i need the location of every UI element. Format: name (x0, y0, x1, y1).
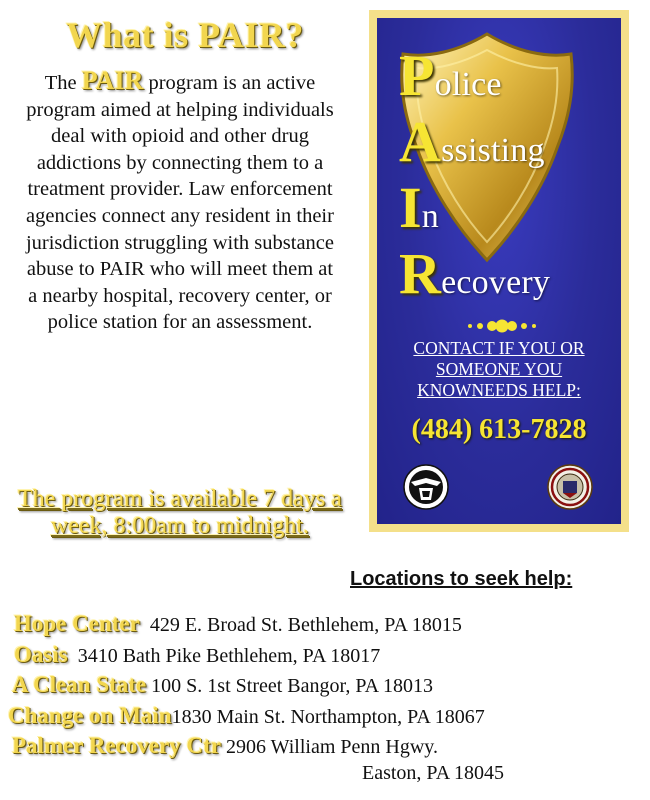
intro-body: program is an active program aimed at helping individuals deal with opioid and other drug addictions by connecting them to a treatment provider. Law enforcement agencies connect any resident in their jurisdiction struggling with substance abuse to PAIR who will meet them at a nearby hospital, recovery center, or police station for an assessment. (25, 72, 335, 334)
acronym-word: ssisting (441, 132, 545, 169)
contact-line: CONTACT IF YOU OR (413, 338, 585, 358)
location-item (14, 611, 462, 637)
location-item (8, 703, 485, 729)
location-address: 100 S. 1st Street Bangor, PA 18013 (151, 675, 433, 697)
intro-lead: The (44, 72, 82, 94)
location-item (14, 642, 380, 668)
contact-line: KNOWNEEDS HELP: (417, 380, 581, 400)
acronym-line-assisting (399, 108, 545, 175)
location-address: 2906 William Penn Hgwy. (226, 736, 438, 758)
location-address: 1830 Main St. Northampton, PA 18067 (171, 706, 485, 728)
left-seal-icon (403, 464, 449, 510)
page-title: What is PAIR? (66, 15, 304, 55)
location-name: A Clean State (12, 672, 147, 697)
location-name: Change on Main (8, 703, 172, 728)
poster-panel (377, 18, 621, 524)
dots-ornament-icon (462, 316, 542, 336)
location-name: Palmer Recovery Ctr (12, 733, 222, 758)
location-name: Oasis (14, 642, 68, 667)
location-item (12, 733, 438, 759)
right-seal-icon (547, 464, 593, 510)
location-address: 3410 Bath Pike Bethlehem, PA 18017 (77, 645, 381, 667)
contact-message (377, 338, 621, 401)
acronym-line-in (399, 174, 439, 241)
contact-line: SOMEONE YOU (435, 359, 563, 379)
intro-paragraph (22, 68, 338, 336)
locations-heading: Locations to seek help: (350, 568, 573, 590)
acronym-letter: A (399, 109, 442, 174)
location-address-line2: Easton, PA 18045 (362, 762, 505, 784)
acronym-line-recovery (399, 240, 550, 307)
acronym-letter: P (399, 43, 435, 108)
pair-highlight: PAIR (81, 66, 144, 95)
location-name: Hope Center (14, 611, 140, 636)
acronym-word: n (421, 198, 439, 235)
acronym-letter: R (399, 241, 442, 306)
pair-poster (369, 10, 629, 532)
availability-note: The program is available 7 days a week, 8:00am to midnight. (18, 486, 342, 539)
acronym-word: olice (434, 66, 502, 103)
acronym-line-police (399, 42, 502, 109)
acronym-word: ecovery (441, 264, 551, 301)
acronym-letter: I (399, 175, 422, 240)
phone-number[interactable]: (484) 613-7828 (411, 414, 587, 445)
location-address: 429 E. Broad St. Bethlehem, PA 18015 (149, 614, 462, 636)
location-item (12, 672, 433, 698)
